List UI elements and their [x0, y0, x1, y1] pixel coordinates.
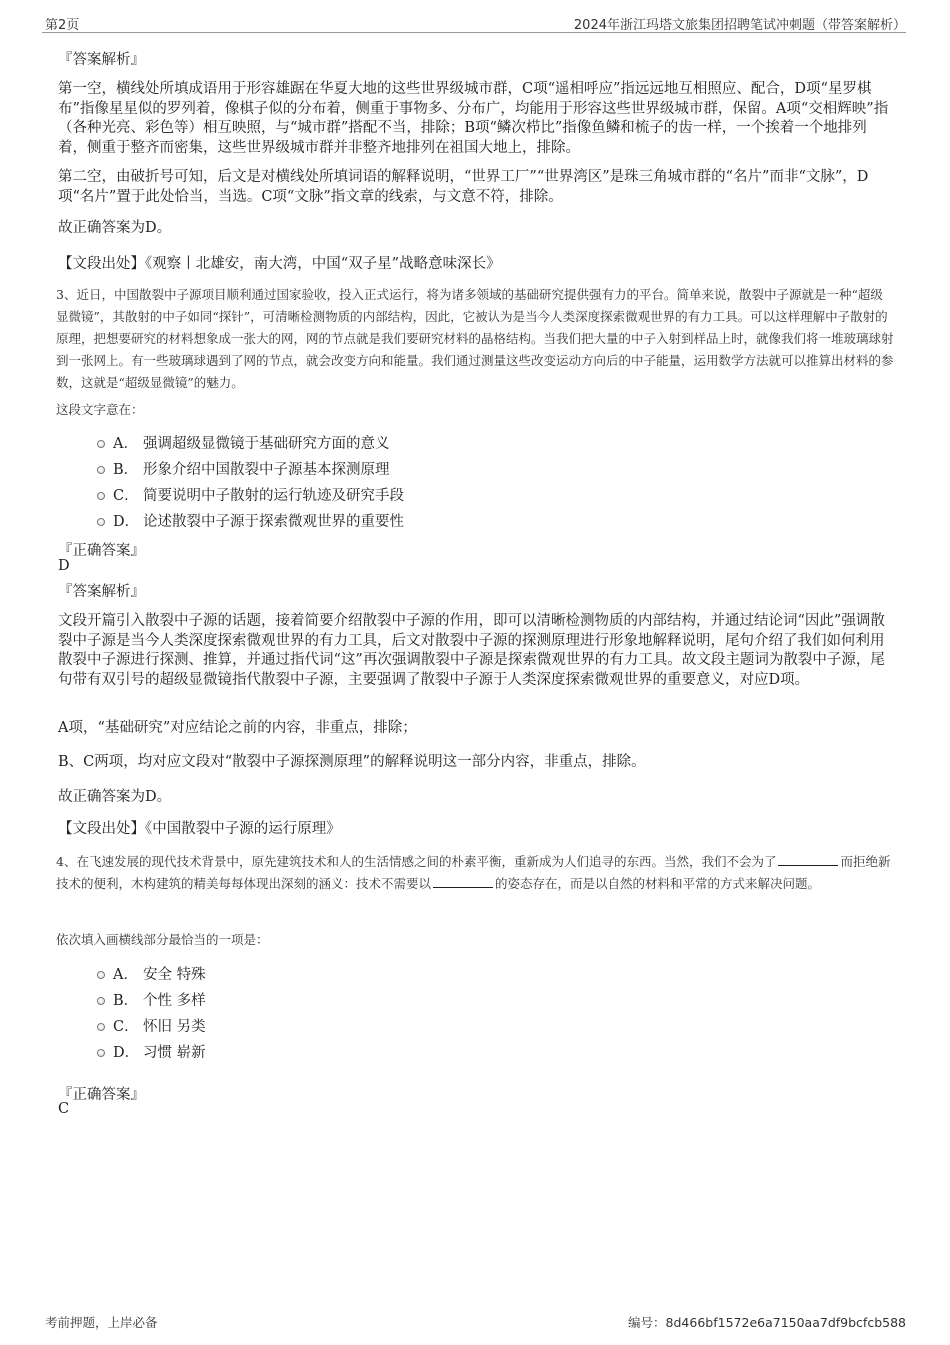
- question-4-option-c[interactable]: C． 怀旧 另类: [97, 1015, 206, 1035]
- passage-source: 【文段出处】《观察丨北雄安，南大湾，中国“双子星”战略意味深长》: [58, 256, 501, 272]
- footer-note: 考前押题，上岸必备: [45, 1315, 158, 1330]
- radio-icon[interactable]: [97, 1049, 105, 1057]
- question-4-prompt: 依次填入画横线部分最恰当的一项是：: [56, 932, 269, 947]
- question-3-option-c[interactable]: C． 简要说明中子散射的运行轨迹及研究手段: [97, 484, 404, 504]
- fill-blank-1: [778, 853, 838, 866]
- analysis-paragraph-2: A项，“基础研究”对应结论之前的内容，非重点，排除；: [58, 720, 417, 736]
- question-4-option-b[interactable]: B． 个性 多样: [97, 989, 206, 1009]
- radio-icon[interactable]: [97, 466, 105, 474]
- radio-icon[interactable]: [97, 440, 105, 448]
- analysis-conclusion: 故正确答案为D。: [58, 220, 172, 236]
- question-3-stem: 3、近日，中国散裂中子源项目顺利通过国家验收，投入正式运行，将为诸多领域的基础研究提供强有力的平台。简单来说，散裂中子源就是一种“超级显微镜”，其散射的中子如同“探针”，可清晰检测物质的内部结构，因此，它被认为是当今人类深度探索微观世界的有力工具。可以这样理解中子散射的原理，把想要研究的材料想象成一张大的网，网的节点就是我们要研究材料的晶格结构。当我们把大量的中子入射到样品上时，就像我们将一堆玻璃球射到一张网上。有一些玻璃球遇到了网的节点，就会改变方向和能量。我们通过测量这些改变运动方向后的中子能量，运用数学方法就可以推算出材料的参数，这就是“超级显微镜”的魅力。: [56, 287, 894, 390]
- passage-source: 【文段出处】《中国散裂中子源的运行原理》: [58, 821, 341, 837]
- analysis-heading: 『答案解析』: [58, 52, 145, 68]
- question-3-option-a[interactable]: A． 强调超级显微镜于基础研究方面的意义: [97, 432, 390, 452]
- analysis-paragraph-3: B、C两项，均对应文段对“散裂中子源探测原理”的解释说明这一部分内容，非重点，排除。: [58, 754, 646, 770]
- document-title: 2024年浙江玛塔文旅集团招聘笔试冲刺题（带答案解析）: [573, 18, 906, 33]
- correct-answer-heading: 『正确答案』: [58, 543, 145, 559]
- fill-blank-2: [433, 875, 493, 888]
- question-4-option-a[interactable]: A． 安全 特殊: [97, 963, 206, 983]
- radio-icon[interactable]: [97, 518, 105, 526]
- question-4-option-d[interactable]: D． 习惯 崭新: [97, 1041, 206, 1061]
- correct-answer-heading: 『正确答案』: [58, 1087, 145, 1103]
- page-footer: [42, 1313, 906, 1331]
- analysis-paragraph-1: 文段开篇引入散裂中子源的话题，接着简要介绍散裂中子源的作用，即可以清晰检测物质的内部结构，并通过结论词“因此”强调散裂中子源是当今人类深度探索微观世界的有力工具，后文对散裂中子源的探测原理进行形象地解释说明，尾句介绍了我们如何利用散裂中子源进行探测、推算，并通过指代词“这”再次强调散裂中子源是探索微观世界的有力工具。故文段主题词为散裂中子源，尾句带有双引号的超级显微镜指代散裂中子源，主要强调了散裂中子源于人类深度探索微观世界的重要意义，对应D项。: [58, 613, 885, 688]
- page-header: [42, 12, 906, 33]
- correct-answer: C: [58, 1101, 70, 1117]
- document-code: 编号：8d466bf1572e6a7150aa7df9bcfcb588: [628, 1315, 906, 1330]
- radio-icon[interactable]: [97, 971, 105, 979]
- radio-icon[interactable]: [97, 1023, 105, 1031]
- radio-icon[interactable]: [97, 492, 105, 500]
- question-3-option-b[interactable]: B． 形象介绍中国散裂中子源基本探测原理: [97, 458, 390, 478]
- question-3-prompt: 这段文字意在：: [56, 402, 144, 417]
- analysis-heading: 『答案解析』: [58, 584, 145, 600]
- question-4-stem: 4、在飞速发展的现代技术背景中，原先建筑技术和人的生活情感之间的朴素平衡，重新成为人们追寻的东西。当然，我们不会为了 而拒绝新技术的便利，木构建筑的精美每每体现出深刻的涵义：技术不需要以 的姿态存在，而是以自然的材料和平常的方式来解决问题。: [56, 854, 891, 891]
- correct-answer: D: [58, 558, 70, 574]
- page-number: 第2页: [45, 18, 80, 33]
- analysis-conclusion: 故正确答案为D。: [58, 789, 172, 805]
- radio-icon[interactable]: [97, 997, 105, 1005]
- analysis-paragraph-1: 第一空，横线处所填成语用于形容雄踞在华夏大地的这些世界级城市群，C项“遥相呼应”指远远地互相照应、配合，D项“星罗棋布”指像星星似的罗列着，像棋子似的分布着，侧重于事物多、分布广，均能用于形容这些世界级城市群，保留。A项“交相辉映”指（各种光亮、彩色等）相互映照，与“城市群”搭配不当，排除；B项“鳞次栉比”指像鱼鳞和梳子的齿一样，一个挨着一个地排列着，侧重于整齐而密集，这些世界级城市群并非整齐地排列在祖国大地上，排除。: [58, 81, 889, 156]
- question-3-option-d[interactable]: D． 论述散裂中子源于探索微观世界的重要性: [97, 510, 404, 530]
- analysis-paragraph-2: 第二空，由破折号可知，后文是对横线处所填词语的解释说明，“世界工厂”“世界湾区”是珠三角城市群的“名片”而非“文脉”，D项“名片”置于此处恰当，当选。C项“文脉”指文章的线索，与文意不符，排除。: [58, 169, 869, 205]
